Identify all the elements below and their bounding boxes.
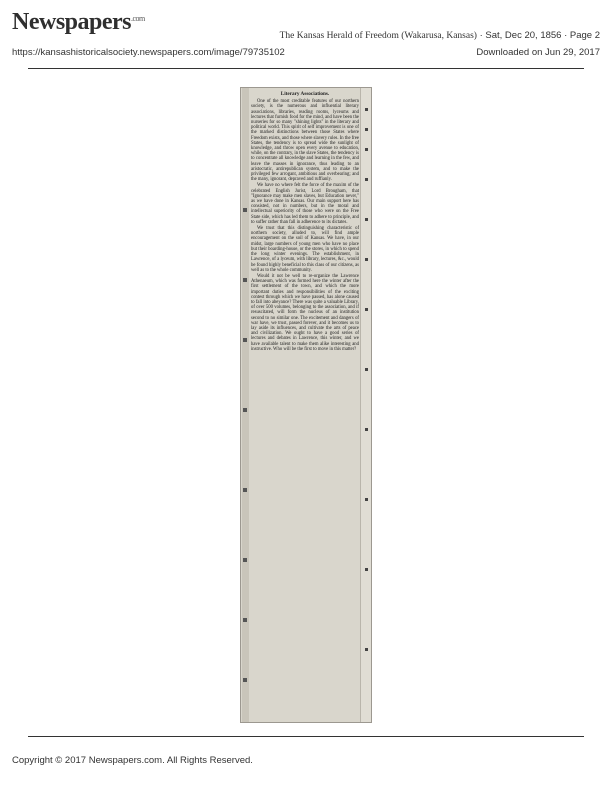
download-date: Downloaded on Jun 29, 2017	[476, 47, 600, 58]
publication-info	[280, 30, 600, 41]
article-paragraph: We have no where felt the force of the maxim of the celebrated English Jurist, Lord Brougham, that "Ignorance may make men slaves, but Education never," as we have done in Kansas. Our main support here has consisted, not in numbers, but in the moral and intellectual superiority of those who were on the Free State side, which has led them to adhere to principle, and to suffer rather than fall in adherence to its dictates.	[251, 183, 359, 225]
article-title: Literary Associations.	[280, 91, 330, 97]
right-margin-strip	[360, 88, 371, 722]
footer-divider	[28, 736, 584, 737]
article-paragraph: One of the most creditable features of our northern society, is the numerous and influential literary associations, libraries, reading rooms, lyceums and lectures that furnish food for the mind, and have been the nurseries for so many "shining lights" in the literary and political world. This spirit of self improvement is one of the marked distinctions between those States where Freedom exists, and those where slavery rules. In the free States, the tendency is to spread wide the sunlight of knowledge, and throw open every avenue to education, while, on the contrary, in the slave States, the tendency is to concentrate all knowledge and learning in the few, and leave the masses in ignorance, thus leading to an aristocratic, antirepublican system, and to make the privileged few arrogant, ambitious and overbearing; and the many, ignorant, depraved and ruffianly.	[251, 99, 359, 183]
logo-text: Newspapers	[12, 9, 131, 35]
publication-title: The Kansas Herald of Freedom (Wakarusa, Kansas)	[279, 31, 477, 41]
left-margin-strip	[242, 88, 249, 722]
header-divider	[28, 68, 584, 69]
image-url[interactable]: https://kansashistoricalsociety.newspapers.com/image/79735102	[12, 47, 285, 58]
publication-date-page: · Sat, Dec 20, 1856 · Page 2	[476, 30, 600, 41]
newspapers-logo[interactable]	[12, 9, 145, 36]
logo-suffix: .com	[131, 14, 145, 23]
newspaper-clipping	[240, 87, 372, 723]
copyright-notice: Copyright © 2017 Newspapers.com. All Rights Reserved.	[12, 755, 253, 766]
article-paragraph: We trust that this distinguishing characteristic of northern society, alluded to, will find ample encouragement on the soil of Kansas. We have, in our midst, large numbers of young men who have no place but their boarding-house, or the stores, in which to spend the long winter evenings. The establishment, in Lawrence, of a lyceum, with library, lectures, &c., would be found highly beneficial to this class of our citizens, as well as to the whole community.	[251, 226, 359, 273]
article-paragraph: Would it not be well to re-organize the Lawrence Athenaeum, which was formed here the winter after the first settlement of the town, and which the more important duties and responsibilities of the exciting contest through which we have passed, has alone caused to fall into abeyance? There was quite a valuable Library, of over 500 volumes, belonging to the association, and if resuscitated, will form the nucleus of an institution second to no similar one. The excitement and dangers of war have, we trust, passed forever, and it becomes us to lay aside its influences, and cultivate the arts of peace and civilization. We ought to have a good series of lectures and debates in Lawrence, this winter, and we have available talent to make them alike interesting and instructive. Who will be the first to move in this matter?	[251, 273, 359, 352]
article-column	[251, 92, 359, 353]
